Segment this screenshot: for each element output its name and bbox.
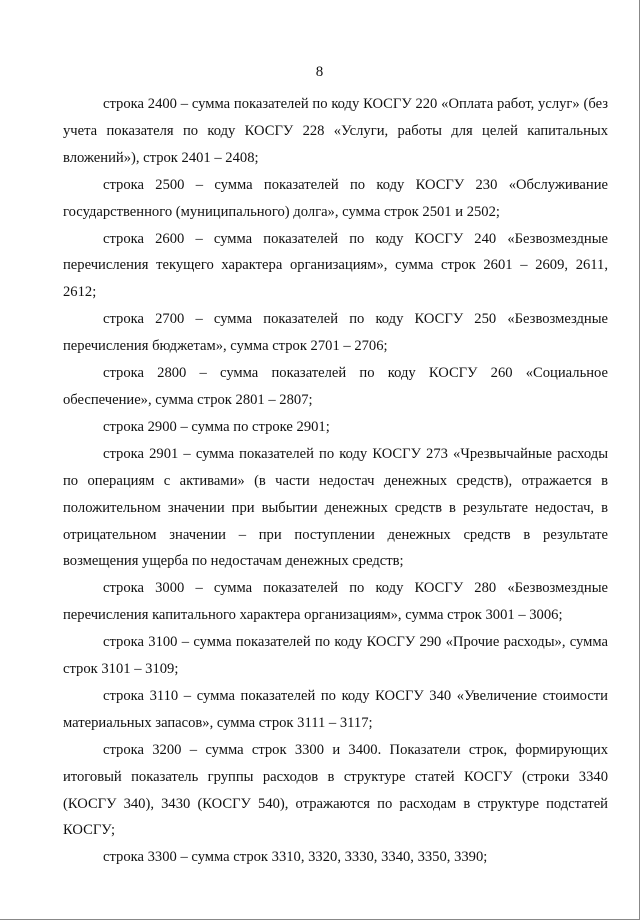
paragraph-line-2400: строка 2400 – сумма показателей по коду КОСГУ 220 «Оплата работ, услуг» (без учета показателя по коду КОСГУ 228 «Услуги, работы для целей капитальных вложений»), строк 2401 – 2408;	[63, 96, 608, 166]
paragraph-line-2500: строка 2500 – сумма показателей по коду КОСГУ 230 «Обслуживание государственного (муниципального) долга», сумма строк 2501 и 2502;	[63, 176, 608, 220]
document-body	[63, 91, 608, 871]
page-number: 8	[315, 64, 324, 80]
paragraph-line-3100: строка 3100 – сумма показателей по коду КОСГУ 290 «Прочие расходы», сумма строк 3101 – 3109;	[63, 634, 608, 678]
paragraph-line-2600: строка 2600 – сумма показателей по коду КОСГУ 240 «Безвозмездные перечисления текущего характера организациям», сумма строк 2601 – 2609, 2611, 2612;	[63, 230, 608, 301]
paragraph-line-3000: строка 3000 – сумма показателей по коду КОСГУ 280 «Безвозмездные перечисления капитального характера организациям», сумма строк 3001 – 3006;	[63, 580, 608, 624]
paragraph-line-2700: строка 2700 – сумма показателей по коду КОСГУ 250 «Безвозмездные перечисления бюджетам», сумма строк 2701 – 2706;	[63, 311, 608, 355]
paragraph-line-2800: строка 2800 – сумма показателей по коду КОСГУ 260 «Социальное обеспечение», сумма строк 2801 – 2807;	[63, 365, 608, 408]
paragraph-line-3110: строка 3110 – сумма показателей по коду КОСГУ 340 «Увеличение стоимости материальных запасов», сумма строк 3111 – 3117;	[63, 687, 608, 731]
paragraph-line-2901: строка 2901 – сумма показателей по коду КОСГУ 273 «Чрезвычайные расходы по операциям с активами» (в части недостач денежных средств), отражается в положительном значении при выбытии денежных средств в результате недостач, в отрицательном значении – при поступлении денежных средств в результате возмещения ущерба по недостачам денежных средств;	[63, 445, 608, 570]
paragraph-line-3300: строка 3300 – сумма строк 3310, 3320, 3330, 3340, 3350, 3390;	[103, 849, 488, 866]
paragraph-line-2900: строка 2900 – сумма по строке 2901;	[103, 418, 330, 435]
paragraph-line-3200: строка 3200 – сумма строк 3300 и 3400. Показатели строк, формирующих итоговый показатель группы расходов в структуре статей КОСГУ (строки 3340 (КОСГУ 340), 3430 (КОСГУ 540), отражаются по расходам в структуре подстатей КОСГУ;	[63, 741, 608, 839]
